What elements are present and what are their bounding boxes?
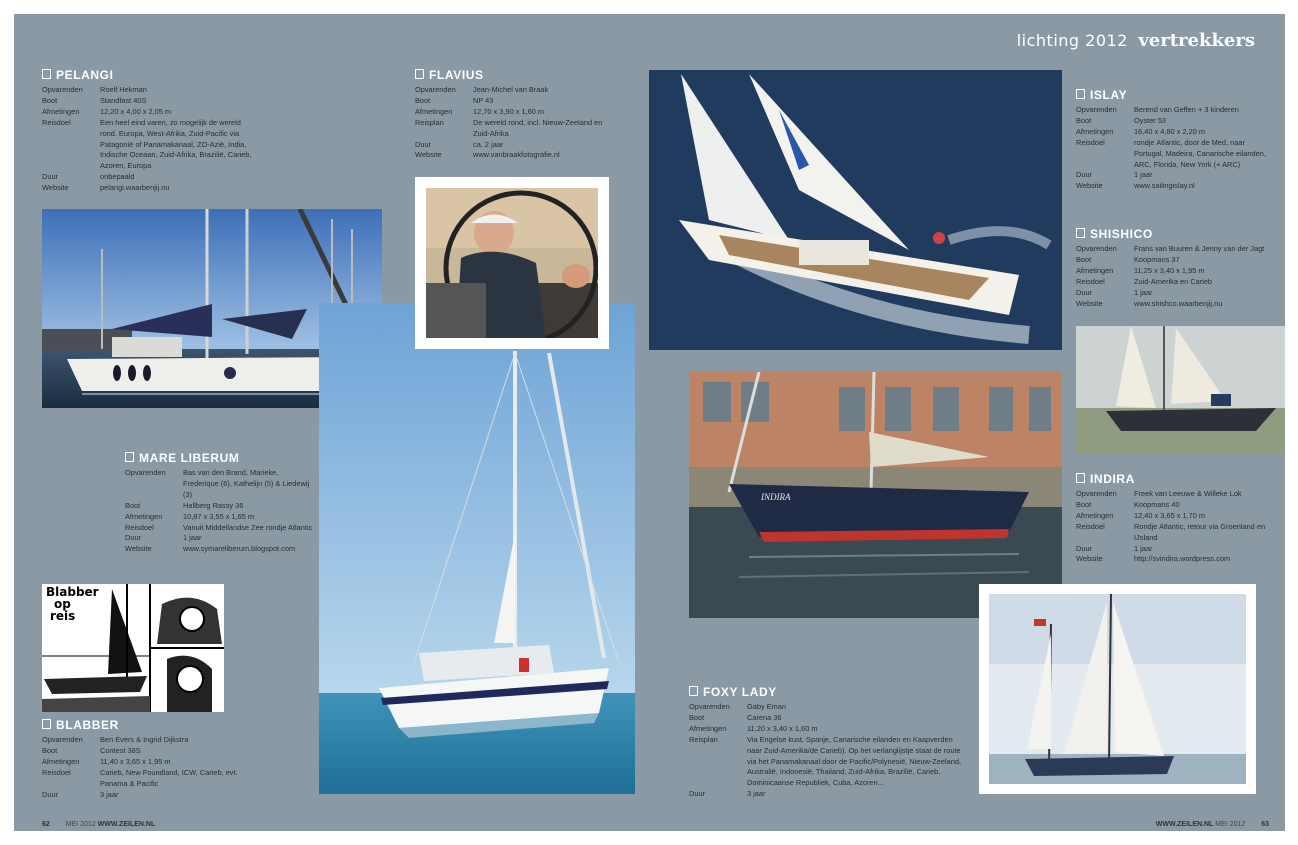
page-number: 63 — [1261, 821, 1269, 828]
value: Jean-Michel van Braak — [473, 85, 549, 94]
label: Opvarenden — [689, 702, 730, 711]
value: www.vanbraakfotografie.nl — [473, 150, 560, 160]
value: Ben Evers & Ingrid Dijkstra — [100, 735, 189, 744]
label: Website — [1076, 298, 1103, 308]
page-header — [1017, 30, 1255, 51]
value: Freek van Leeuwe & Willeke Lok — [1134, 489, 1242, 498]
entry-foxy-lady — [689, 685, 967, 800]
footer-month: MEI 2012 — [1215, 821, 1246, 828]
label: Boot — [415, 95, 431, 105]
label: Reisdoel — [1076, 137, 1105, 147]
value: http://svindira.wordpress.com — [1134, 554, 1231, 564]
entry-title: PELANGI — [42, 68, 252, 82]
entry-shishico — [1076, 227, 1266, 309]
value: 11,25 x 3,40 x 1,95 m — [1134, 265, 1205, 275]
value: Bas van den Brand, Marieke, Frederique (6), Kathelijn (5) & Liedewij (3) — [183, 468, 310, 499]
entry-pelangi — [42, 68, 252, 194]
entry-title: BLABBER — [42, 718, 242, 732]
value: 11,20 x 3,40 x 1,60 m — [747, 723, 818, 733]
photo-islay-aerial — [649, 70, 1062, 350]
label: Reisplan — [415, 117, 444, 127]
value: Carena 36 — [747, 712, 782, 722]
label: Opvarenden — [42, 85, 83, 94]
value: Roelf Hekman — [100, 85, 147, 94]
square-icon — [1076, 228, 1085, 238]
label: Opvarenden — [1076, 105, 1117, 114]
value: 1 jaar — [1134, 287, 1153, 297]
label: Boot — [42, 95, 58, 105]
square-icon — [1076, 89, 1085, 99]
entry-title: INDIRA — [1076, 472, 1266, 486]
value: Frans van Buuren & Jenny van der Jagt — [1134, 244, 1265, 253]
label: Afmetingen — [415, 106, 453, 116]
label: Opvarenden — [1076, 489, 1117, 498]
footer-left — [42, 821, 155, 828]
label: Boot — [125, 500, 141, 510]
value: rondje Atlantic, door de Med, naar Portugal, Madeira, Canarische eilanden, ARC, Florida, New York (+ ARC) — [1134, 137, 1266, 169]
value: Gaby Eman — [747, 702, 787, 711]
value: 11,40 x 3,65 x 1,95 m — [100, 756, 171, 766]
label: Duur — [125, 533, 142, 543]
label: Afmetingen — [42, 756, 80, 766]
value: Via Engelse kust, Spanje, Canarische eilanden en Kaapverden naar Zuid-Amerika/de Carieb). Op het verlanglijstje staat de route via het Panamakanaal door de Pacific/Polynesië, Nieuw-Zeeland, Australië, Indonesië, Thailand, Zuid-Afrika, Brazilië, Carieb, Dominicaanse Republiek, Cuba, Azoren... — [747, 734, 962, 788]
header-title: vertrekkers — [1138, 30, 1255, 51]
label: Opvarenden — [125, 468, 166, 477]
label: Afmetingen — [42, 106, 80, 116]
label: Duur — [42, 172, 59, 182]
label: Opvarenden — [415, 85, 456, 94]
square-icon — [42, 719, 51, 729]
label: Boot — [1076, 499, 1092, 509]
photo-shishico-sailing — [1076, 326, 1285, 454]
photo-frame-flavius — [415, 177, 609, 349]
entry-islay — [1076, 88, 1266, 192]
value: 12,70 x 3,90 x 1,60 m — [473, 106, 545, 116]
label: Afmetingen — [1076, 265, 1114, 275]
square-icon — [689, 686, 698, 696]
photo-frame-foxy-lady — [979, 584, 1256, 794]
value: Hallberg Rassy 36 — [183, 500, 244, 510]
value: 3 jaar — [747, 789, 766, 799]
value: ca. 2 jaar — [473, 139, 504, 149]
entry-mare-liberum — [125, 451, 315, 555]
page-number: 62 — [42, 821, 50, 828]
label: Afmetingen — [1076, 126, 1114, 136]
photo-flavius-portrait — [426, 188, 598, 338]
value: www.sailingislay.nl — [1134, 181, 1195, 191]
label: Opvarenden — [42, 735, 83, 744]
value: pelangi.waarbenjij.nu — [100, 183, 170, 193]
label: Reisdoel — [1076, 521, 1105, 531]
label: Duur — [415, 139, 432, 149]
label: Boot — [1076, 115, 1092, 125]
value: 1 jaar — [183, 533, 202, 543]
label: Boot — [42, 745, 58, 755]
value: 12,20 x 4,00 x 2,05 m — [100, 106, 172, 116]
value: 10,87 x 3,55 x 1,65 m — [183, 511, 255, 521]
label: Opvarenden — [1076, 244, 1117, 253]
value: Zuid-Amerika en Carieb — [1134, 276, 1213, 286]
label: Boot — [1076, 254, 1092, 264]
label: Duur — [42, 789, 59, 799]
value: www.shishco.waarbenjij.nu — [1134, 298, 1223, 308]
label: Website — [42, 183, 69, 193]
value: NP 43 — [473, 95, 494, 105]
value: Rondje Atlantic, retour via Groenland en IJsland — [1134, 521, 1266, 542]
footer-right — [1156, 821, 1269, 828]
value: www.symareliberum.blogspot.com — [183, 544, 296, 554]
value: Carieb, New Foundland, ICW, Carieb, evt. Panama & Pacific — [100, 767, 238, 788]
value: onbepaald — [100, 172, 135, 182]
blabber-logo-text: Blabber op reis — [46, 585, 99, 623]
label: Boot — [689, 712, 705, 722]
magazine-spread — [14, 14, 1285, 831]
square-icon — [1076, 473, 1085, 483]
photo-indira-harbor — [689, 372, 1062, 618]
label: Reisdoel — [42, 117, 71, 127]
photo-mare-liberum-yacht — [319, 303, 635, 794]
entry-title: ISLAY — [1076, 88, 1266, 102]
label: Website — [1076, 554, 1103, 564]
footer-site: WWW.ZEILEN.NL — [97, 821, 156, 828]
value: 3 jaar — [100, 789, 119, 799]
value: Contest 38S — [100, 745, 141, 755]
value: 16,40 x 4,80 x 2,20 m — [1134, 126, 1206, 136]
entry-title: MARE LIBERUM — [125, 451, 315, 465]
footer-site: WWW.ZEILEN.NL — [1155, 821, 1214, 828]
label: Duur — [1076, 543, 1093, 553]
label: Reisdoel — [125, 522, 154, 532]
header-prefix: lichting 2012 — [1016, 31, 1128, 50]
label: Afmetingen — [689, 723, 727, 733]
blabber-logo-illustration — [42, 584, 224, 712]
entry-indira — [1076, 472, 1266, 565]
square-icon — [42, 69, 51, 79]
value: 1 jaar — [1134, 170, 1153, 180]
value: Oyster 53 — [1134, 115, 1167, 125]
square-icon — [415, 69, 424, 79]
label: Duur — [689, 789, 706, 799]
label: Website — [125, 544, 152, 554]
label: Afmetingen — [125, 511, 163, 521]
entry-title: FOXY LADY — [689, 685, 967, 699]
entry-blabber — [42, 718, 242, 800]
value: Standfast 40S — [100, 95, 147, 105]
value: Vanuit Middellandse Zee rondje Atlantic — [183, 522, 313, 532]
value: Een heel eind varen, zo mogelijk de wereld rond. Europa, West-Afrika, Zuid-Pacific via Patagonië of Panamakanaal, ZO-Azië, India, Indische Oceaan, Zuid-Afrika, Brazilië, Carieb, Azoren, Europa — [100, 117, 252, 171]
label: Duur — [1076, 287, 1093, 297]
label: Website — [1076, 181, 1103, 191]
footer-month: MEI 2012 — [65, 821, 96, 828]
label: Website — [415, 150, 442, 160]
value: Berend van Geffen + 3 kinderen — [1134, 105, 1239, 114]
label: Reisdoel — [42, 767, 71, 777]
entry-title: SHISHICO — [1076, 227, 1266, 241]
value: Koopmans 40 — [1134, 499, 1180, 509]
value: 1 jaar — [1134, 543, 1153, 553]
value: De wereld rond, incl. Nieuw-Zeeland en Zuid-Afrika — [473, 117, 603, 138]
label: Duur — [1076, 170, 1093, 180]
boat-name-label: INDIRA — [761, 492, 791, 502]
value: Koopmans 37 — [1134, 254, 1180, 264]
label: Afmetingen — [1076, 510, 1114, 520]
photo-foxy-lady-ketch — [989, 594, 1246, 784]
label: Reisplan — [689, 734, 718, 744]
entry-flavius — [415, 68, 615, 161]
value: 12,40 x 3,65 x 1,70 m — [1134, 510, 1206, 520]
label: Reisdoel — [1076, 276, 1105, 286]
entry-title: FLAVIUS — [415, 68, 615, 82]
square-icon — [125, 452, 134, 462]
